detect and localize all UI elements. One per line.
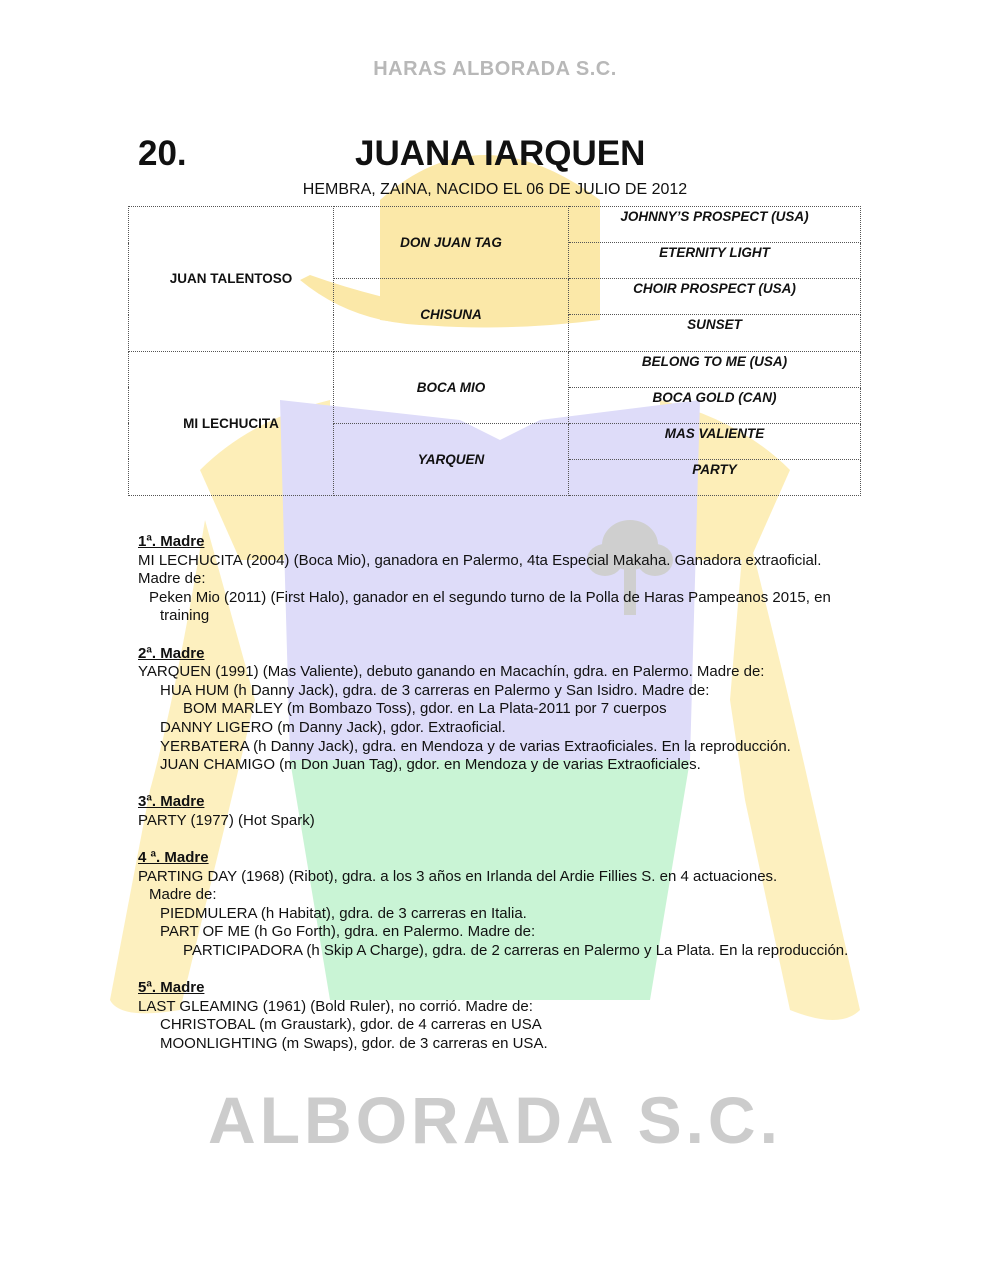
section-line: JUAN CHAMIGO (m Don Juan Tag), gdor. en Mendoza y de varias Extraoficiales. <box>160 756 701 774</box>
section-heading: 1ª. Madre <box>138 533 205 550</box>
section-line: LAST GLEAMING (1961) (Bold Ruler), no corrió. Madre de: <box>138 997 533 1015</box>
pedigree-gen3-1: JOHNNY’S PROSPECT (USA) <box>569 207 861 243</box>
section-line: YARQUEN (1991) (Mas Valiente), debuto ganando en Macachín, gdra. en Palermo. Madre de: <box>138 663 765 681</box>
pedigree-gen3-2: ETERNITY LIGHT <box>569 243 861 279</box>
pedigree-gen3-3: CHOIR PROSPECT (USA) <box>569 279 861 315</box>
pedigree-gen3-6: BOCA GOLD (CAN) <box>569 387 861 423</box>
pedigree-sire: JUAN TALENTOSO <box>129 207 334 352</box>
section-line: MOONLIGHTING (m Swaps), gdor. de 3 carreras en USA. <box>160 1035 548 1053</box>
section-line: PARTICIPADORA (h Skip A Charge), gdra. de 2 carreras en Palermo y La Plata. En la reproducción. <box>183 942 849 960</box>
section-line: PARTY (1977) (Hot Spark) <box>138 811 315 829</box>
pedigree-sire-sire: DON JUAN TAG <box>334 207 569 279</box>
pedigree-gen3-4: SUNSET <box>569 315 861 351</box>
pedigree-sire-dam: CHISUNA <box>334 279 569 351</box>
section-line: PARTING DAY (1968) (Ribot), gdra. a los 3 años en Irlanda del Ardie Fillies S. en 4 actuaciones. <box>138 867 778 885</box>
section-4th-dam <box>138 849 858 961</box>
section-line: BOM MARLEY (m Bombazo Toss), gdor. en La Plata-2011 por 7 cuerpos <box>183 700 667 718</box>
lot-number: 20. <box>138 134 187 173</box>
section-line: YERBATERA (h Danny Jack), gdra. en Mendoza y de varias Extraoficiales. En la reproducción. <box>160 737 791 755</box>
pedigree-dam: MI LECHUCITA <box>129 351 334 496</box>
section-line: HUA HUM (h Danny Jack), gdra. de 3 carreras en Palermo y San Isidro. Madre de: <box>160 681 710 699</box>
section-line: Madre de: <box>149 886 217 904</box>
footer-watermark: ALBORADA S.C. <box>208 1083 782 1157</box>
section-line: PART OF ME (h Go Forth), gdra. en Palermo. Madre de: <box>160 923 536 941</box>
section-2nd-dam <box>138 645 858 775</box>
section-line: DANNY LIGERO (m Danny Jack), gdor. Extraoficial. <box>160 718 506 736</box>
section-heading: 2ª. Madre <box>138 644 205 662</box>
horse-name: JUANA IARQUEN <box>355 134 646 173</box>
section-heading: 4 ª. Madre <box>138 849 209 867</box>
horse-description: HEMBRA, ZAINA, NACIDO EL 06 DE JULIO DE 2012 <box>302 181 688 198</box>
dam-line-notes <box>138 533 858 1072</box>
pedigree-gen3-8: PARTY <box>569 459 861 495</box>
pedigree-dam-dam: YARQUEN <box>334 423 569 495</box>
pedigree-gen3-5: BELONG TO ME (USA) <box>569 351 861 387</box>
section-line: Peken Mio (2011) (First Halo), ganador en el segundo turno de la Polla de Haras Pampeanos 2015, en training <box>149 588 831 625</box>
section-line: PIEDMULERA (h Habitat), gdra. de 3 carreras en Italia. <box>160 904 527 922</box>
pedigree-dam-sire: BOCA MIO <box>334 351 569 423</box>
section-heading: 3ª. Madre <box>138 793 205 811</box>
section-line: CHRISTOBAL (m Graustark), gdor. de 4 carreras en USA <box>160 1016 542 1034</box>
section-heading: 5ª. Madre <box>138 979 205 997</box>
section-1st-dam <box>138 533 858 626</box>
pedigree-table <box>128 206 861 496</box>
section-3rd-dam <box>138 793 858 830</box>
farm-header: HARAS ALBORADA S.C. <box>373 58 617 80</box>
section-line: MI LECHUCITA (2004) (Boca Mio), ganadora en Palermo, 4ta Especial Makaha. Ganadora extraoficial. Madre de: <box>138 551 822 588</box>
pedigree-gen3-7: MAS VALIENTE <box>569 423 861 459</box>
section-5th-dam <box>138 979 858 1053</box>
